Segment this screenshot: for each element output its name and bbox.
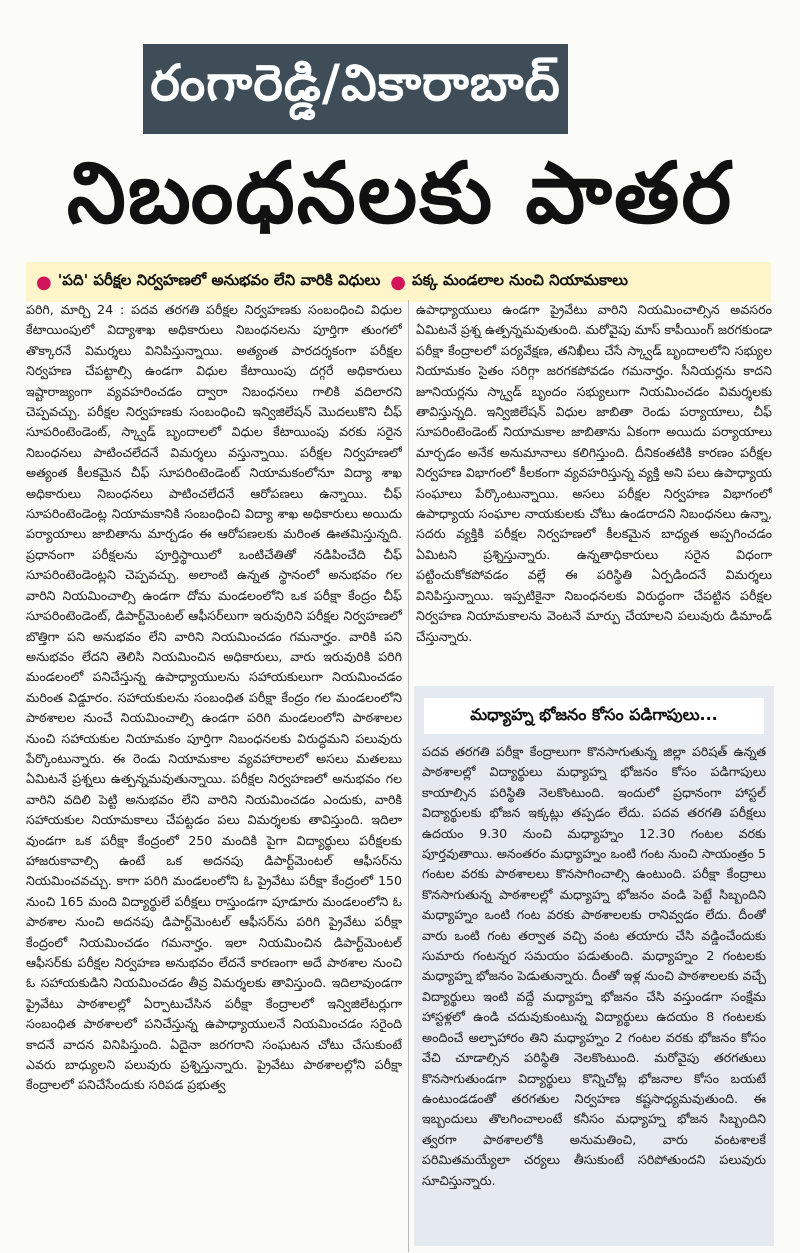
bullet-icon: ● xyxy=(390,271,406,293)
subdeck-bullet-1: 'పది' పరీక్షల నిర్వహణలో అనుభవం లేని వారికి విధులు xyxy=(57,271,381,289)
sidebar-title: మధ్యాహ్న భోజనం కోసం పడిగాపులు... xyxy=(424,698,764,734)
article-right-column xyxy=(416,300,772,680)
article-left-column xyxy=(26,300,402,1252)
sidebar-body-column xyxy=(422,742,766,1242)
headline: నిబంధనలకు పాతర xyxy=(66,148,734,242)
sidebar-body: పదవ తరగతి పరీక్షా కేంద్రాలుగా కొనసాగుతున్న జిల్లా పరిషత్ ఉన్నత పాఠశాలల్లో విద్యార్థులు మధ్యాహ్న భోజనం కోసం పడిగాపులు కాయాల్సిన పరిస్థితి నెలకొంటుంది. ఇందులో ప్రధానంగా హాస్టల్ విద్యార్థులకు భోజన ఇక్కట్లు తప్పడం లేదు. పదవ తరగతి పరీక్షలు ఉదయం 9.30 నుంచి మధ్యాహ్నం 12.30 గంటల వరకు పూర్తవుతాయి. అనంతరం మధ్యాహ్నం ఒంటి గంట నుంచి సాయంత్రం 5 గంటల వరకు పాఠశాలలు కొనసాగించాల్సి ఉంటుంది. పరీక్షా కేంద్రాలు కొనసాగుతున్న పాఠశాలల్లో మధ్యాహ్న భోజనం వండి పెట్టే సిబ్బందిని మధ్యాహ్నం ఒంటి గంట వరకు పాఠశాలలకు రానివ్వడం లేదు. దీంతో వారు ఒంటి గంట తర్వాత వచ్చి వంట తయారు చేసి వడ్డించేందుకు సుమారు గంటన్నర సమయం పడుతుంది. మధ్యాహ్నం 2 గంటలకు మధ్యాహ్న భోజనం పెడుతున్నారు. దీంతో ఇళ్ల నుంచి పాఠశాలలకు వచ్చే విద్యార్థులు ఇంటి వద్దే మధ్యాహ్న భోజనం చేసి వస్తుండగా సంక్షేమ హాస్టళ్లలో ఉండి చదువుకుంటున్న విద్యార్థులు ఉదయం 8 గంటలకు అందించే అల్పాహారం తిని మధ్యాహ్నం 2 గంటల వరకు భోజనం కోసం వేచి చూడాల్సిన పరిస్థితి నెలకొంటుంది. మరోవైపు తరగతులు కొనసాగుతుండగా విద్యార్థులు కొన్నిచోట్ల భోజనాల కోసం బయటే ఉంటుండడంతో తరగతుల నిర్వహణ కష్టసాధ్యమవుతుంది. ఈ ఇబ్బందులు తొలగించాలంటే కనీసం మధ్యాహ్న భోజన సిబ్బందిని త్వరగా పాఠశాలలోకి అనుమతించి, వారు వంటశాలకే పరిమితమయ్యేలా చర్యలు తీసుకుంటే సరిపోతుందని పలువురు సూచిస్తున్నారు. xyxy=(422,744,766,1188)
article-body-right: ఉపాధ్యాయులు ఉండగా ప్రైవేటు వారిని నియమించాల్సిన అవసరం ఏమిటనే ప్రశ్న ఉత్పన్నమవుతుంది. మరోవైపు మాస్ కాపీయింగ్ జరగకుండా పరీక్షా కేంద్రాలలో పర్యవేక్షణ, తనిఖీలు చేసే స్క్వాడ్ బృందాలలోని సభ్యుల నియామకం సైతం సరిగ్గా జరగకపోవడం గమనార్హం. సీనియర్లను కాదని జూనియర్లను స్క్వాడ్ బృందం సభ్యులుగా నియమించడం విమర్శలకు తావిస్తున్నది. ఇన్విజిలేషన్ విధుల జాబితా రెండు పర్యాయాలు, చీఫ్ సూపరింటెండెంట్ నియామకాల జాబితాను ఏకంగా అయిదు పర్యాయాలు మార్చడం అనేక అనుమానాలు కలిగిస్తుంది. దీనికంతటికి కారణం పరీక్షల నిర్వహణ విభాగంలో కీలకంగా వ్యవహరిస్తున్న వ్యక్తి అని పలు ఉపాధ్యాయ సంఘాలు పేర్కొంటున్నాయి. అసలు పరీక్షల నిర్వహణ విభాగంలో ఉపాధ్యాయ సంఘాల నాయకులకు చోటు ఉండరాదని నిబంధనలు ఉన్నా, సదరు వ్యక్తికి పరీక్షల నిర్వహణలో కీలకమైన బాధ్యత అప్పగించడం ఏమిటని ప్రశ్నిస్తున్నారు. ఉన్నతాధికారులు సరైన విధంగా పట్టించుకోకపోవడం వల్లే ఈ పరిస్థితి ఏర్పడిందనే విమర్శలు వినిపిస్తున్నాయి. ఇప్పటికైనా నిబంధనలకు విరుద్ధంగా చేపట్టిన పరీక్షల నిర్వహణ నియామకాలను వెంటనే మార్పు చేయాలని పలువురు డిమాండ్ చేస్తున్నారు. xyxy=(416,302,772,644)
column-divider xyxy=(408,300,409,1252)
subdeck xyxy=(26,262,771,302)
region-banner: రంగారెడ్డి/వికారాబాద్ xyxy=(143,44,568,134)
bullet-icon: ● xyxy=(36,271,52,293)
subdeck-bullet-2: పక్క మండలాల నుంచి నియామకాలు xyxy=(411,271,628,289)
article-body-left: పరిగి, మార్చి 24 : పదవ తరగతి పరీక్షల నిర్వహణకు సంబంధించి విధుల కేటాయింపులో విద్యాశాఖ అధికారులు నిబంధనలను పూర్తిగా తుంగలో తొక్కారనే విమర్శలు వినిపిస్తున్నాయి. అత్యంత పారదర్శకంగా పరీక్షల నిర్వహణ చేపట్టాల్సి ఉండగా విధుల కేటాయింపు దగ్గరే అధికారులు ఇష్టారాజ్యంగా వ్యవహరించడం ద్వారా నిబంధనలు గాలికి వదిలారని చెప్పవచ్చు. పరీక్షల నిర్వహణకు సంబంధించి ఇన్విజిలేషన్ మొదలుకొని చీఫ్ సూపరింటెండెంట్, స్క్వాడ్ బృందాలలో విధుల కేటాయింపు వరకు సరైన నిబంధనలు పాటించలేదనే విమర్శలు వస్తున్నాయి. పరీక్షల నిర్వహణలో అత్యంత కీలకమైన చీఫ్ సూపరింటెండెంట్ నియామకంలోనూ విద్యా శాఖ అధికారులు నిబంధనలు పాటించలేదనే ఆరోపణలు ఉన్నాయి. చీఫ్ సూపరింటెండెంట్ల నియామకానికి సంబంధించి విద్యా శాఖ అధికారులు అయిదు పర్యాయాలు జాబితాను మార్చడం ఈ ఆరోపణలకు మరింత ఊతమిస్తున్నది. ప్రధానంగా పరీక్షలను పూర్తిస్థాయిలో ఒంటిచేతితో నడిపించేది చీఫ్ సూపరింటెండెంట్లని చెప్పవచ్చు. అలాంటి ఉన్నత స్థానంలో అనుభవం గల వారిని నియమించాల్సి ఉండగా దోమ మండలంలోని ఒక పరీక్షా కేంద్రం చీఫ్ సూపరింటెండెంట్, డిపార్ట్‌మెంటల్ ఆఫీసర్‌లుగా ఇరువురిని పరీక్షల నిర్వహణలో బొత్తిగా పని అనుభవం లేని వారిని నియమించడం గమనార్హం. వారికి పని అనుభవం లేదని తెలిసి నియమించిన అధికారులు, వారు ఇరువురికి పరిగి మండలంలో పనిచేస్తున్న ఉపాధ్యాయులను సహాయకులుగా నియమించడం మరింత విడ్డూరం. సహాయకులను సంబంధిత పరీక్షా కేంద్రం గల మండలంలోని పాఠశాలల నుంచే నియమించాల్సి ఉండగా పరిగి మండలంలోని పాఠశాలల నుంచి సహాయకుల నియామకం పూర్తిగా నిబంధనలకు విరుద్ధమని పలువురు పేర్కొంటున్నారు. ఈ రెండు నియామకాల వ్యవహారాలలో అసలు మతలబు ఏమిటనే ప్రశ్నలు ఉత్పన్నమవుతున్నాయి. పరీక్షల నిర్వహణలో అనుభవం గల వారిని వదిలి పెట్టి అనుభవం లేని వారిని నియమించడం ఎందుకు, వారికి సహాయకుల నియామకాలు చేపట్టడం పలు విమర్శలకు తావిస్తుంది. ఇదిలా వుండగా ఒక పరీక్షా కేంద్రంలో 250 మందికి పైగా విద్యార్థులు పరీక్షలకు హాజరుకావాల్సి ఉంటే ఒక అదనపు డిపార్ట్‌మెంటల్ ఆఫీసర్‌ను నియమించవచ్చు. కాగా పరిగి మండలంలోని ఓ ప్రైవేటు పరీక్షా కేంద్రంలో 150 నుంచి 165 మంది విద్యార్థులే పరీక్షలు రాస్తుండగా పూడూరు మండలంలోని ఓ పాఠశాల నుంచి అదనపు డిపార్ట్‌మెంటల్ ఆఫీసర్‌ను పరిగి ప్రైవేటు పరీక్షా కేంద్రంలో నియమించడం గమనార్హం. ఇలా నియమించిన డిపార్ట్‌మెంటల్ ఆఫీసర్‌కు పరీక్షల నిర్వహణ అనుభవం లేదనే కారణంగా అదే పాఠశాల నుంచి ఓ సహాయకుడిని నియమించడం తీవ్ర విమర్శలకు తావిస్తుంది. ఇదిలావుండగా ప్రైవేటు పాఠశాలల్లో ఏర్పాటుచేసిన పరీక్షా కేంద్రాలలో ఇన్విజిలేటర్లుగా సంబంధిత పాఠశాలలో పనిచేస్తున్న ఉపాధ్యాయులనే నియమించడం సరైంది కాదనే వాదన వినిపిస్తుంది. ఏదైనా జరగరాని సంఘటన చోటు చేసుకుంటే ఎవరు బాధ్యులని పలువురు ప్రశ్నిస్తున్నారు. ప్రైవేటు పాఠశాలల్లోని పరీక్షా కేంద్రాలలో పనిచేసేందుకు సరిపడ ప్రభుత్వ xyxy=(26,302,402,1093)
